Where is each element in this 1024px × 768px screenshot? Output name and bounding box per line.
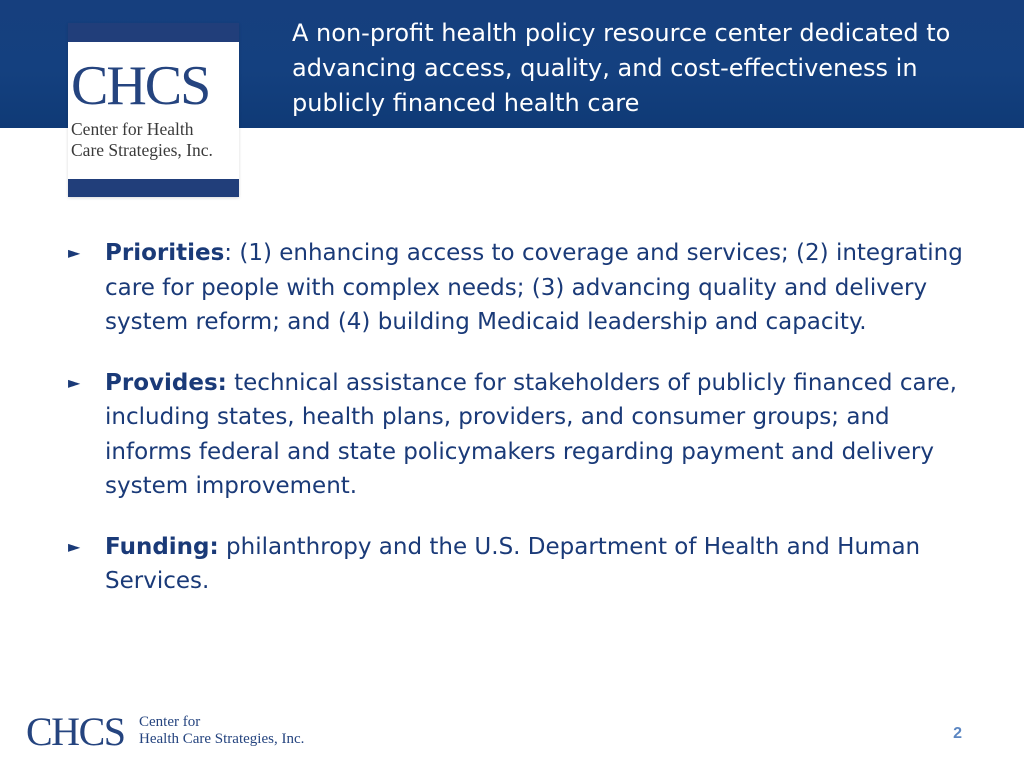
logo-subtitle xyxy=(71,119,239,161)
page-number: 2 xyxy=(953,725,962,742)
logo-subtitle-line2: Care Strategies, Inc. xyxy=(71,140,213,160)
bullet-funding xyxy=(68,530,968,599)
logo-subtitle-line1: Center for Health xyxy=(71,119,194,139)
bullet-priorities xyxy=(68,236,968,340)
bullet-label: Funding: xyxy=(105,533,219,560)
bullet-list xyxy=(68,236,968,625)
logo-top-bar xyxy=(68,23,239,42)
slide-title: A non-profit health policy resource center dedicated to advancing access, quality, and cost-effectiveness in publicly financed health care xyxy=(292,19,951,117)
bullet-provides xyxy=(68,366,968,504)
logo-wordmark: CHCS xyxy=(71,55,210,117)
bullet-label: Priorities xyxy=(105,240,225,266)
bullet-label: Provides: xyxy=(105,369,227,396)
chcs-logo xyxy=(68,23,239,197)
bullet-text: philanthropy and the U.S. Department of Health and Human Services. xyxy=(105,533,921,594)
footer-subtitle-line1: Center for xyxy=(139,714,201,730)
bullet-arrow-icon: ► xyxy=(68,372,81,392)
bullet-arrow-icon: ► xyxy=(68,243,81,262)
bullet-text: : (1) enhancing access to coverage and services; (2) integrating care for people with complex needs; (3) advancing quality and delivery system reform; and (4) building Medicaid leadership and capacity. xyxy=(105,240,963,335)
footer-subtitle xyxy=(139,714,359,748)
footer-wordmark: CHCS xyxy=(26,709,125,754)
bullet-arrow-icon: ► xyxy=(68,536,81,556)
bullet-text: technical assistance for stakeholders of publicly financed care, including states, health plans, providers, and consumer groups; and informs federal and state policymakers regarding payment and delivery system improvement. xyxy=(105,369,957,499)
footer-subtitle-line2: Health Care Strategies, Inc. xyxy=(139,731,305,747)
logo-bottom-bar xyxy=(68,179,239,197)
